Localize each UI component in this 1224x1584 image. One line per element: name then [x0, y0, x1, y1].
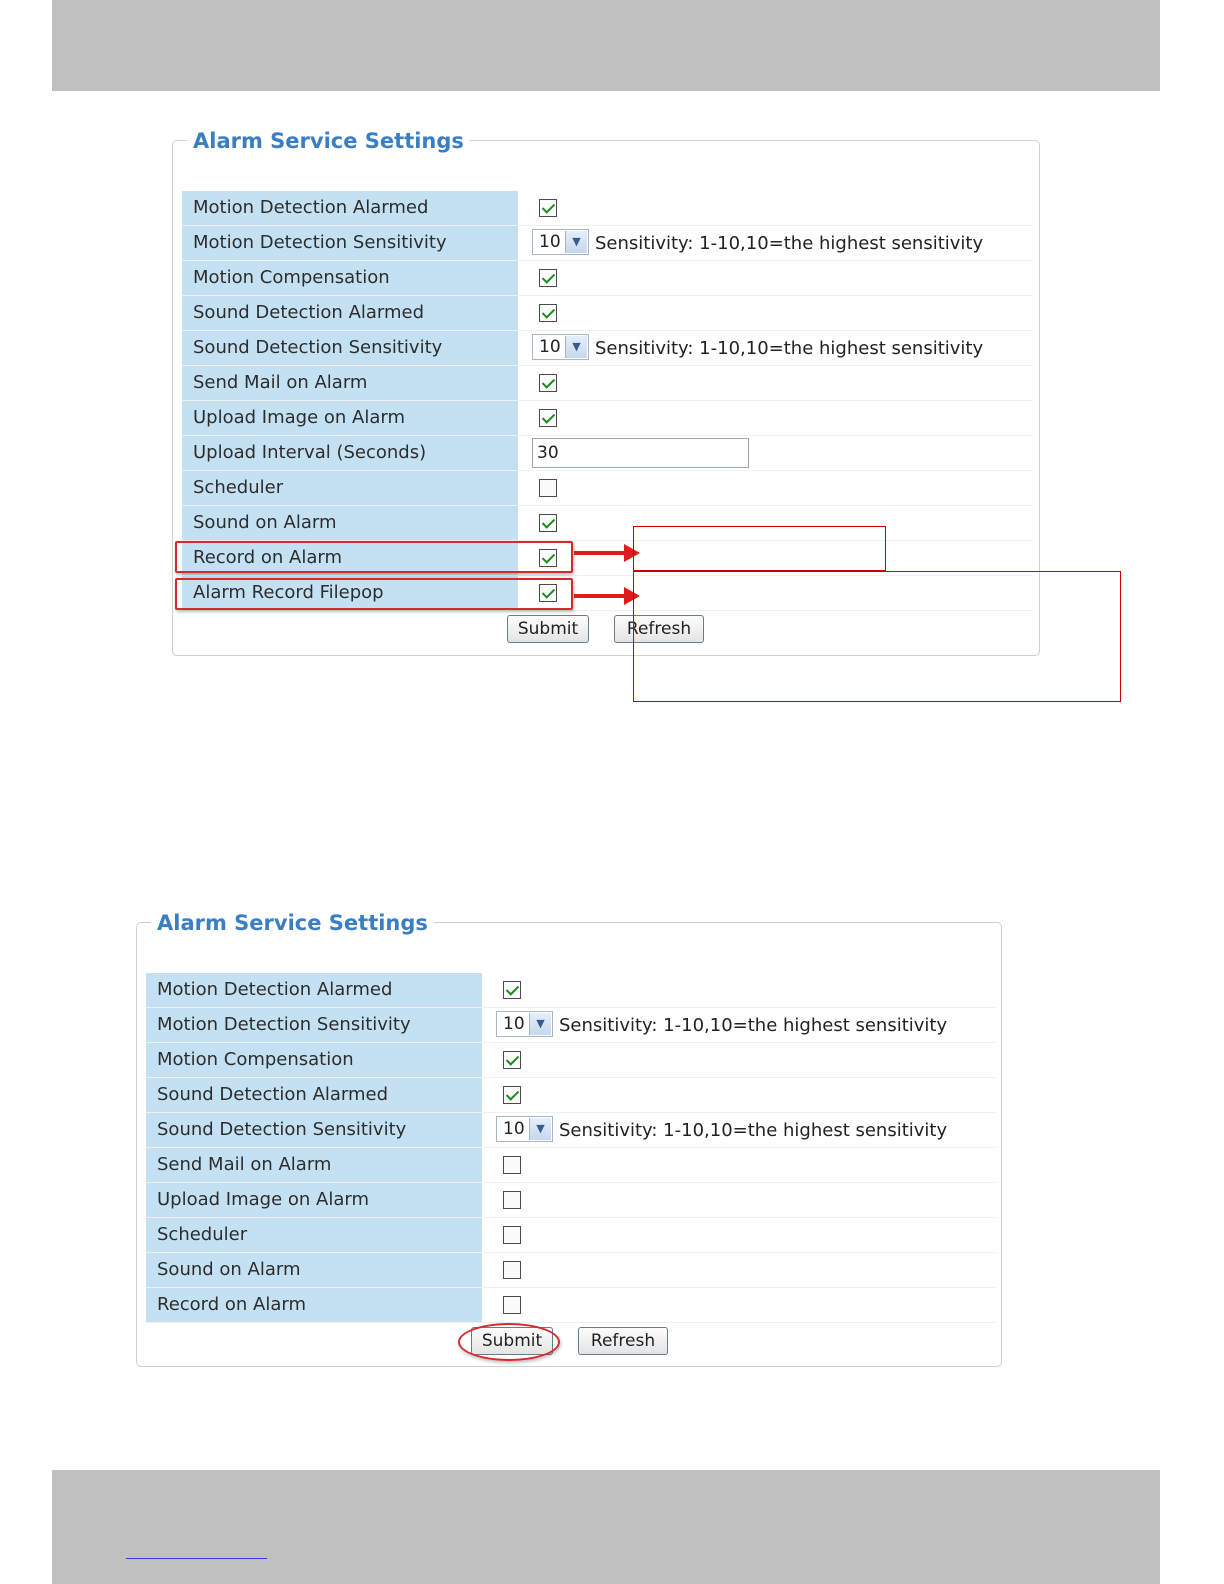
setting-value	[532, 261, 1032, 295]
select-value: 10	[503, 1014, 525, 1034]
setting-value	[496, 973, 996, 1007]
settings-row-scheduler	[182, 471, 1032, 506]
send-mail-on-alarm-checkbox[interactable]	[539, 374, 557, 392]
setting-label: Motion Detection Sensitivity	[146, 1008, 482, 1042]
setting-value	[496, 1043, 996, 1077]
setting-label: Record on Alarm	[182, 541, 518, 575]
setting-label: Sound Detection Alarmed	[146, 1078, 482, 1112]
setting-value	[532, 401, 1032, 435]
setting-label: Motion Compensation	[182, 261, 518, 295]
page-header-band	[52, 0, 1160, 91]
settings-row-send-mail-on-alarm	[146, 1148, 996, 1183]
panel-title: Alarm Service Settings	[187, 129, 470, 153]
settings-row-record-on-alarm	[146, 1288, 996, 1323]
setting-value	[532, 226, 1032, 260]
highlight-alarm-record-filepop	[175, 578, 573, 610]
chevron-down-icon[interactable]: ▼	[529, 1013, 551, 1035]
setting-value	[496, 1008, 996, 1042]
submit-button[interactable]: Submit	[507, 615, 589, 643]
settings-row-send-mail-on-alarm	[182, 366, 1032, 401]
setting-label: Alarm Record Filepop	[182, 576, 518, 610]
settings-row-sound-detection-sensitivity	[146, 1113, 996, 1148]
settings-row-upload-interval-seconds	[182, 436, 1032, 471]
setting-label: Sound Detection Alarmed	[182, 296, 518, 330]
select-value: 10	[503, 1119, 525, 1139]
setting-label: Scheduler	[182, 471, 518, 505]
motion-detection-alarmed-checkbox[interactable]	[503, 981, 521, 999]
setting-label: Upload Image on Alarm	[182, 401, 518, 435]
setting-label: Send Mail on Alarm	[182, 366, 518, 400]
send-mail-on-alarm-checkbox[interactable]	[503, 1156, 521, 1174]
callout-box-1	[633, 526, 886, 571]
upload-interval-seconds-input[interactable]: 30	[532, 438, 749, 468]
scheduler-checkbox[interactable]	[539, 479, 557, 497]
sensitivity-hint: Sensitivity: 1-10,10=the highest sensitivity	[559, 1015, 948, 1036]
chevron-down-icon[interactable]: ▼	[565, 231, 587, 253]
scheduler-checkbox[interactable]	[503, 1226, 521, 1244]
setting-label: Sound on Alarm	[146, 1253, 482, 1287]
refresh-button[interactable]: Refresh	[614, 615, 704, 643]
setting-value	[496, 1253, 996, 1287]
setting-value	[496, 1288, 996, 1322]
settings-row-sound-on-alarm	[182, 506, 1032, 541]
setting-value	[496, 1183, 996, 1217]
setting-value	[532, 296, 1032, 330]
settings-row-motion-detection-alarmed	[182, 191, 1032, 226]
sound-detection-sensitivity-select[interactable]	[496, 1116, 553, 1142]
refresh-button[interactable]: Refresh	[578, 1327, 668, 1355]
setting-value	[496, 1148, 996, 1182]
chevron-down-icon[interactable]: ▼	[565, 336, 587, 358]
sensitivity-hint: Sensitivity: 1-10,10=the highest sensitivity	[595, 233, 984, 254]
sound-detection-alarmed-checkbox[interactable]	[503, 1086, 521, 1104]
upload-image-on-alarm-checkbox[interactable]	[539, 409, 557, 427]
setting-label: Sound Detection Sensitivity	[146, 1113, 482, 1147]
motion-detection-sensitivity-select[interactable]	[496, 1011, 553, 1037]
settings-table	[146, 973, 996, 1323]
upload-image-on-alarm-checkbox[interactable]	[503, 1191, 521, 1209]
sound-detection-alarmed-checkbox[interactable]	[539, 304, 557, 322]
arrow-record-on-alarm	[574, 551, 626, 555]
motion-compensation-checkbox[interactable]	[503, 1051, 521, 1069]
sound-detection-sensitivity-select[interactable]	[532, 334, 589, 360]
record-on-alarm-checkbox[interactable]	[503, 1296, 521, 1314]
setting-label: Motion Detection Alarmed	[146, 973, 482, 1007]
motion-detection-alarmed-checkbox[interactable]	[539, 199, 557, 217]
settings-row-upload-image-on-alarm	[182, 401, 1032, 436]
settings-row-sound-on-alarm	[146, 1253, 996, 1288]
setting-value	[532, 191, 1032, 225]
sensitivity-hint: Sensitivity: 1-10,10=the highest sensitivity	[595, 338, 984, 359]
setting-value	[496, 1078, 996, 1112]
alarm-settings-panel-bottom	[136, 911, 1002, 1367]
settings-row-scheduler	[146, 1218, 996, 1253]
setting-value	[532, 471, 1032, 505]
settings-row-sound-detection-alarmed	[182, 296, 1032, 331]
motion-compensation-checkbox[interactable]	[539, 269, 557, 287]
setting-label: Sound Detection Sensitivity	[182, 331, 518, 365]
arrow-alarm-record-filepop	[574, 594, 626, 598]
sensitivity-hint: Sensitivity: 1-10,10=the highest sensitivity	[559, 1120, 948, 1141]
setting-label: Motion Compensation	[146, 1043, 482, 1077]
setting-value	[532, 366, 1032, 400]
panel-title: Alarm Service Settings	[151, 911, 434, 935]
settings-row-sound-detection-sensitivity	[182, 331, 1032, 366]
select-value: 10	[539, 337, 561, 357]
settings-row-motion-detection-sensitivity	[182, 226, 1032, 261]
setting-label: Scheduler	[146, 1218, 482, 1252]
setting-label: Sound on Alarm	[182, 506, 518, 540]
setting-label: Record on Alarm	[146, 1288, 482, 1322]
motion-detection-sensitivity-select[interactable]	[532, 229, 589, 255]
highlight-submit-circle	[458, 1323, 560, 1361]
setting-label: Motion Detection Sensitivity	[182, 226, 518, 260]
submit-button[interactable]: Submit	[471, 1327, 553, 1355]
footer-link-underline[interactable]	[126, 1558, 267, 1559]
settings-row-motion-detection-sensitivity	[146, 1008, 996, 1043]
callout-box-2	[633, 571, 1121, 702]
setting-label: Motion Detection Alarmed	[182, 191, 518, 225]
highlight-record-on-alarm	[175, 541, 573, 573]
setting-value	[532, 436, 1032, 470]
page-footer-band	[52, 1470, 1160, 1584]
setting-value	[496, 1113, 996, 1147]
sound-on-alarm-checkbox[interactable]	[539, 514, 557, 532]
setting-label: Upload Interval (Seconds)	[182, 436, 518, 470]
sound-on-alarm-checkbox[interactable]	[503, 1261, 521, 1279]
setting-value	[496, 1218, 996, 1252]
setting-label: Upload Image on Alarm	[146, 1183, 482, 1217]
select-value: 10	[539, 232, 561, 252]
setting-value	[532, 331, 1032, 365]
setting-label: Send Mail on Alarm	[146, 1148, 482, 1182]
settings-row-sound-detection-alarmed	[146, 1078, 996, 1113]
chevron-down-icon[interactable]: ▼	[529, 1118, 551, 1140]
settings-row-upload-image-on-alarm	[146, 1183, 996, 1218]
settings-row-motion-compensation	[146, 1043, 996, 1078]
settings-row-motion-detection-alarmed	[146, 973, 996, 1008]
settings-row-motion-compensation	[182, 261, 1032, 296]
